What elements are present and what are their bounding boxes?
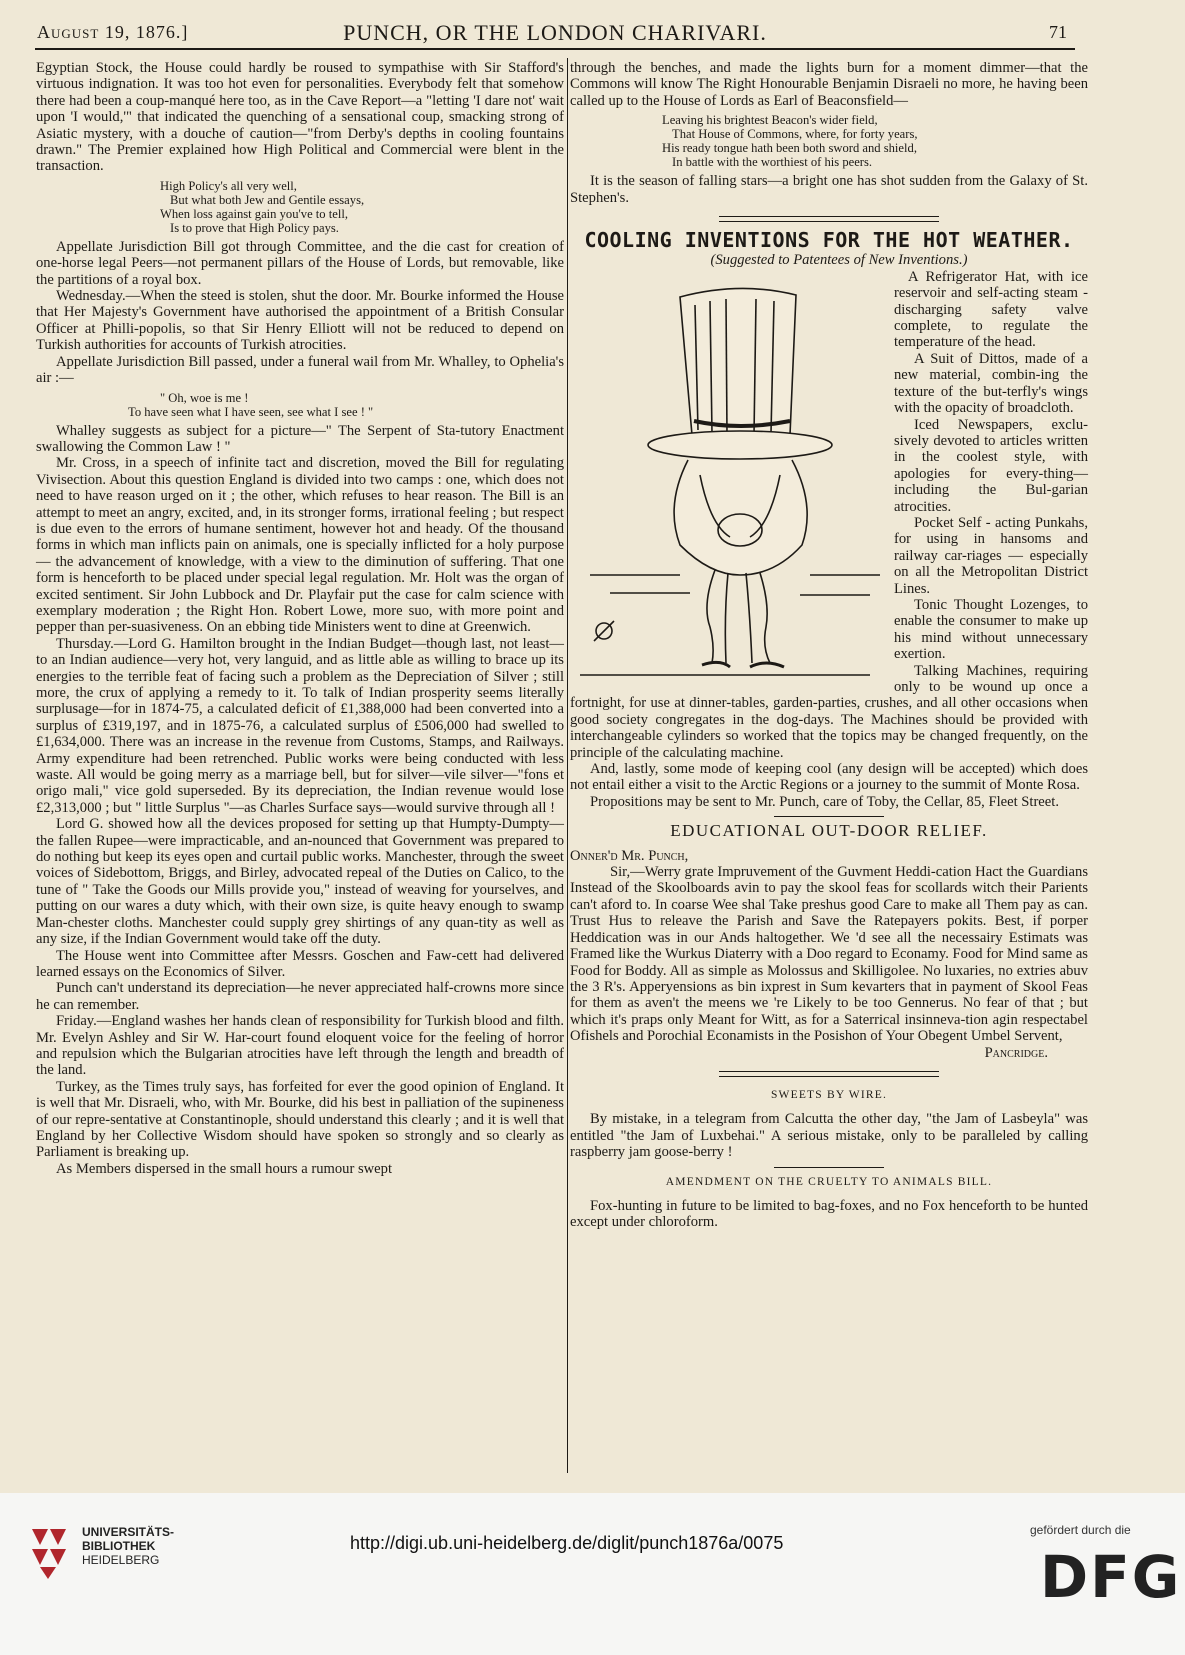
issue-date: August 19, 1876.] [37, 22, 189, 42]
paragraph: Appellate Jurisdiction Bill passed, under a funeral wail from Mr. Whalley, to Ophelia's air :— [36, 353, 564, 387]
article-title: EDUCATIONAL OUT-DOOR RELIEF. [670, 821, 988, 841]
right-column [570, 60, 1088, 1231]
signature: Pancridge. [984, 1044, 1048, 1061]
library-logo-icon [26, 1523, 74, 1579]
article-subtitle: (Suggested to Patentees of New Inventions.) [710, 252, 968, 269]
invention-item: A Refrigerator Hat, with ice reservoir and self-acting steam - discharging safety valve complete, to regulate the temperature of the head. [894, 268, 1088, 351]
invention-item: Tonic Thought Lozenges, to enable the consumer to make up his mind without unnecessary exertion. [894, 596, 1088, 663]
invention-item: A Suit of Dittos, made of a new material, combin-ing the texture of the but-terfly's wings with the opacity of broadcloth. [894, 350, 1088, 417]
source-url-link[interactable]: http://digi.ub.uni-heidelberg.de/diglit/punch1876a/0075 [350, 1533, 784, 1553]
section-rule [719, 1071, 939, 1077]
salutation: Onner'd Mr. Punch, [570, 847, 689, 864]
paragraph: Wednesday.—When the steed is stolen, shut the door. Mr. Bourke informed the House that Her Majesty's Government have authorised the appointment of a British Consular Officer at Philli-popolis, so that Sir Henry Elliott will not be reduced to depend on Turkish authorities for accounts of Turkish atrocities. [36, 288, 564, 354]
verse: Leaving his brightest Beacon's wider field, That House of Commons, where, for forty years, His ready tongue hath been both sword and shield, In battle with the worthiest of his peers. [662, 113, 918, 170]
paragraph: Lord G. showed how all the devices proposed for setting up that Humpty-Dumpty—the fallen Rupee—were impracticable, and an-nounced that Government was prepared to do nothing but keep its eyes open and curtail public works. Manchester, through the sweet voices of Sidebottom, Briggs, and Birley, advocated repeal of the Duties on Calico, to the tune of " Take the Goods our Mills provide you," instead of weaving for yourselves, and putting on our wares a duty which, with their own size, is quite heavy enough to swamp Man-chester cloths. Manchester could supply grey shirtings of any quan-tity as well as any size, if the Indian Government would take off the duty. [36, 816, 564, 948]
paragraph: Fox-hunting in future to be limited to bag-foxes, and no Fox henceforth to be hunted except under chloroform. [570, 1197, 1088, 1231]
paragraph: Egyptian Stock, the House could hardly be roused to sympathise with Sir Stafford's virtuous indignation. It was too hot even for personalities. Everybody felt that somehow there had been a coup-manqué here too, as in the Cave Report—a "letting 'I dare not' wait upon 'I would,'" that indicated the quenching of a sensational coup, smacking strong of Asiatic mystery, with a douche of caution—"from Derby's depths in cooling fountains drawn." The Premier explained how High Political and Commercial were blent in the transaction. [36, 60, 564, 175]
page-number: 71 [1049, 22, 1067, 42]
short-rule [774, 816, 884, 817]
library-name: UNIVERSITÄTS- BIBLIOTHEK HEIDELBERG [82, 1525, 175, 1567]
publication-title: PUNCH, OR THE LONDON CHARIVARI. [343, 20, 767, 45]
invention-item: Propositions may be sent to Mr. Punch, care of Toby, the Cellar, 85, Fleet Street. [590, 793, 1059, 810]
invention-item: Iced Newspapers, exclu-sively devoted to articles written in the coolest style, with apologies for every-thing—including the Bul-garian atrocities. [894, 416, 1088, 515]
article-title: COOLING INVENTIONS FOR THE HOT WEATHER. [584, 228, 1074, 253]
short-rule [774, 1167, 884, 1168]
digitization-footer [0, 1493, 1185, 1655]
paragraph: through the benches, and made the lights burn for a moment dimmer—that the Commons will know The Right Honourable Benjamin Disraeli no more, he having been called up to the House of Lords as Earl of Beaconsfield— [570, 60, 1088, 109]
section-rule [719, 216, 939, 222]
paragraph: Punch can't understand its depreciation—he never appreciated half-crowns more since he can remember. [36, 980, 564, 1013]
paragraph: Sir,—Werry grate Impruvement of the Guvment Heddi-cation Hact the Guardians Instead of the Skoolboards avin to pay the skool feas for scollards witch their Parients can't aford to. In coarse Wee shal Take preshus good Care to make all Them pay as can. Trust Hus to releave the Parish and Save the Ratepayers pokits. Best, if porper Heddication was in our Ands haltogether. We 'd see all the necessairy Estimats was Framed like the Wurkus Diaterry with a Doo regard to Econamy. Food for Mind same as Food for Boddy. All as simple as Molossus and Skilligolee. No luxaries, no extries abuv the 3 R's. Apperyensions as bin ixprest in Sum kevarters that in payment of Skool Feas for them as aven't the meens we 're Likely to be too Gennerus. No fear of that ; but which it's praps only Meant for Witt, as for a Saterrical insinneva-tion agin respectabel Ofishels and Porochial Econamists in the Posishon of Your Obegent Umbel Servent, [570, 864, 1088, 1045]
masthead [35, 20, 1075, 50]
invention-item: Pocket Self - acting Punkahs, for using in hansoms and railway car-riages — especially on all the Metropolitan District Lines. [894, 514, 1088, 597]
article-title: SWEETS BY WIRE. [770, 1088, 888, 1101]
verse: High Policy's all very well, But what both Jew and Gentile essays, When loss against gain you've to tell, Is to prove that High Policy pays. [160, 178, 365, 235]
paragraph: Friday.—England washes her hands clean of responsibility for Turkish blood and filth. Mr. Evelyn Ashley and Sir W. Har-court found eloquent voice for the feeling of horror and repulsion which the Bulgarian atrocities have left through the length and breadth of the land. [36, 1013, 564, 1079]
paragraph: It is the season of falling stars—a bright one has shot sudden from the Galaxy of St. Stephen's. [570, 173, 1088, 206]
dfg-logo: DFG [1040, 1543, 1182, 1611]
left-column [36, 60, 564, 1177]
article-title: AMENDMENT ON THE CRUELTY TO ANIMALS BILL. [665, 1175, 993, 1188]
invention-item: And, lastly, some mode of keeping cool (any design will be accepted) which does not entail either a visit to the Arctic Regions or a journey to the summit of Monte Rosa. [570, 761, 1088, 794]
column-divider [567, 58, 568, 1473]
paragraph: Turkey, as the Times truly says, has forfeited for ever the good opinion of England. It is well that Mr. Disraeli, who, with Mr. Bourke, did his best in palliation of the supineness of our repre-sentative at Constantinople, should understand this clearly ; and it is well that England by her Collective Wisdom should have spoken so strongly and so clearly as Parliament is breaking up. [36, 1078, 564, 1161]
funding-note: gefördert durch die [1030, 1523, 1131, 1537]
paragraph: The House went into Committee after Messrs. Goschen and Faw-cett had delivered learned essays on the Economics of Silver. [36, 947, 564, 980]
verse: " Oh, woe is me ! To have seen what I have seen, see what I see ! " [128, 390, 374, 419]
paragraph: Mr. Cross, in a speech of infinite tact and discretion, moved the Bill for regulating Vivisection. About this question England is divided into two camps : one, which does not need to have reason urged on it ; the other, which refuses to hear reason. The Bill is an attempt to meet an angry, excited, and, in its stronger forms, irrational feeling ; but respect is due even to the errors of humane sentiment, however hot and heady. Of the thousand forms in which man inflicts pain on animals, one is specially inflicted for a holy purpose — the advancement of knowledge, with a view to the diminution of suffering. That one form is henceforth to be placed under special legal regulation. Mr. Holt was the organ of excited sentiment. Sir John Lubbock and Dr. Playfair put the case for calm science with exemplary moderation ; the Right Hon. Robert Lowe, more suo, with more point and pepper than per-suasiveness. On an ebbing tide Ministers went to dine at Greenwich. [36, 455, 564, 636]
paragraph: By mistake, in a telegram from Calcutta the other day, "the Jam of Lasbeyla" was entitled "the Jam of Luxbehai." A serious mistake, only to be paralleled by calling raspberry jam goose-berry ! [570, 1111, 1088, 1161]
paragraph: Appellate Jurisdiction Bill got through Committee, and the die cast for creation of one-horse legal Peers—not permanent pillars of the House of Lords, but removable, like the partitions of a royal box. [36, 238, 564, 288]
cartoon-illustration [570, 275, 886, 685]
paragraph: Whalley suggests as subject for a picture—" The Serpent of Sta-tutory Enactment swallowing the Common Law ! " [36, 422, 564, 455]
paragraph: Thursday.—Lord G. Hamilton brought in the Indian Budget—though last, not least—to an Indian audience—very hot, very languid, and as little able as willing to brace up its energies to the terrible feat of facing such a problem as the Depreciation of Silver ; still more, the crux of applying a remedy to it. To talk of Indian prosperity seems literally surplusage—for in 1874-75, a calculated deficit of £1,388,000 had been converted into a surplus of £319,197, and in 1875-76, a calculated surplus of £506,000 had swelled to £1,634,000. There was an increase in the revenue from Customs, Stamps, and Railways. Army expenditure had been retrenched. Public works were being conducted with less waste. All would be going merry as a marriage bell, but for silver—vile silver—"fons et origo mali," vice gold superseded. By its depreciation, the Indian revenue would lose £2,313,000 ; but " little Surplus "—as Charles Surface says—would survive through all ! [36, 635, 564, 816]
paragraph: As Members dispersed in the small hours a rumour swept [56, 1160, 393, 1177]
invention-item: Talking Machines, requiring only to be wound up once a fortnight, for use at dinner-tables, garden-parties, crushes, and all other occasions when good society congregates in the dog-days. The Machines should be provided with interchangeable cylinders so worked that the topics may be changed frequently, on the principle of the calculating machine. [570, 662, 1088, 761]
